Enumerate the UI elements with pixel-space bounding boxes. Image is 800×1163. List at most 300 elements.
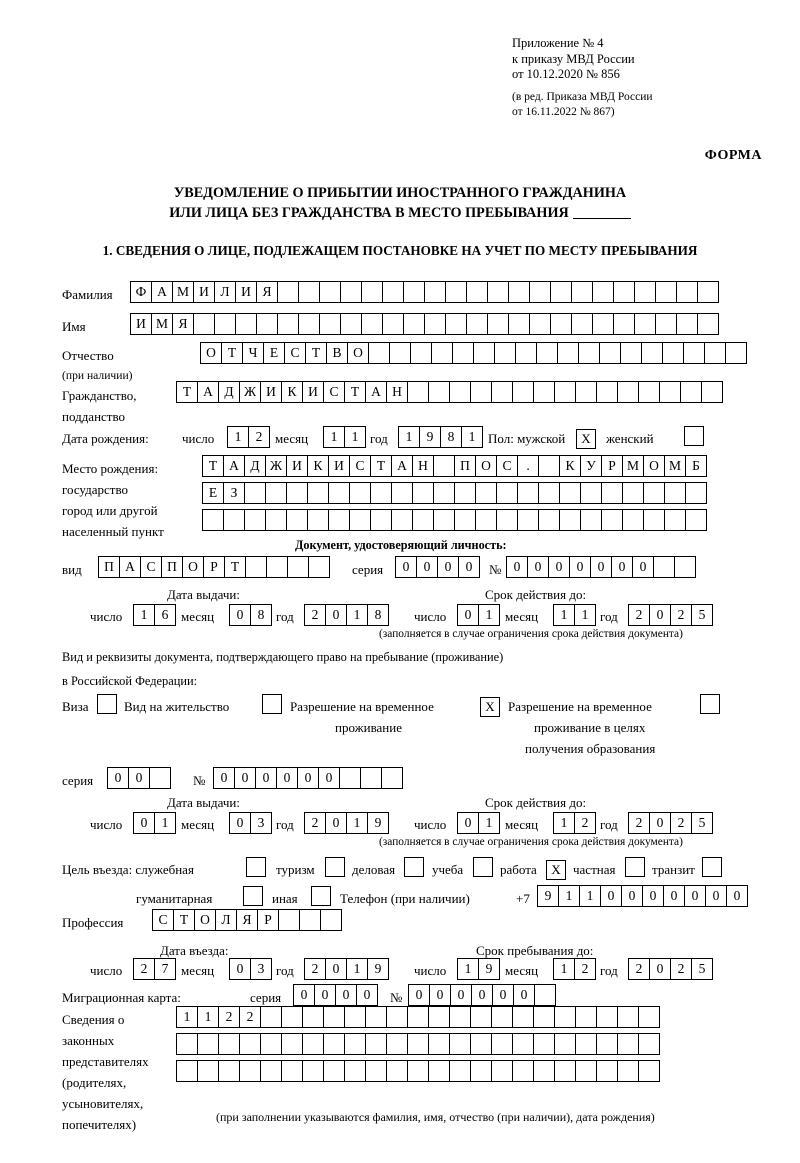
char-cell[interactable]: 2 <box>218 1006 240 1028</box>
doc-series-cells[interactable] <box>395 556 479 578</box>
char-cell[interactable] <box>428 1060 450 1082</box>
char-cell[interactable] <box>281 1006 303 1028</box>
char-cell[interactable]: Т <box>344 381 366 403</box>
entry-year-cells[interactable] <box>304 958 388 980</box>
patronymic-cells[interactable] <box>200 342 746 364</box>
char-cell[interactable]: Ф <box>130 281 152 303</box>
doc-number-cells[interactable] <box>506 556 695 578</box>
char-cell[interactable] <box>260 1006 282 1028</box>
char-cell[interactable] <box>320 909 342 931</box>
char-cell[interactable] <box>617 1033 639 1055</box>
char-cell[interactable]: А <box>391 455 413 477</box>
char-cell[interactable] <box>533 381 555 403</box>
char-cell[interactable]: 0 <box>335 984 357 1006</box>
birth-day-cells[interactable] <box>227 426 269 448</box>
char-cell[interactable]: 0 <box>450 984 472 1006</box>
entry-day-cells[interactable] <box>133 958 175 980</box>
char-cell[interactable] <box>592 281 614 303</box>
char-cell[interactable] <box>571 313 593 335</box>
migration-series-cells[interactable] <box>293 984 377 1006</box>
char-cell[interactable] <box>685 509 707 531</box>
char-cell[interactable] <box>365 1060 387 1082</box>
char-cell[interactable] <box>512 1006 534 1028</box>
char-cell[interactable] <box>554 1033 576 1055</box>
char-cell[interactable] <box>449 1033 471 1055</box>
legal-rep-row-1-cells[interactable] <box>176 1006 659 1028</box>
char-cell[interactable]: Т <box>370 455 392 477</box>
char-cell[interactable]: Н <box>386 381 408 403</box>
char-cell[interactable]: 0 <box>621 885 643 907</box>
purpose-humanitarian-checkbox[interactable] <box>243 886 263 906</box>
char-cell[interactable]: 0 <box>457 812 479 834</box>
char-cell[interactable] <box>701 381 723 403</box>
char-cell[interactable] <box>601 482 623 504</box>
char-cell[interactable] <box>470 1060 492 1082</box>
char-cell[interactable] <box>386 1006 408 1028</box>
char-cell[interactable]: 0 <box>276 767 298 789</box>
char-cell[interactable]: Б <box>685 455 707 477</box>
char-cell[interactable] <box>449 1060 471 1082</box>
char-cell[interactable] <box>286 509 308 531</box>
char-cell[interactable] <box>389 342 411 364</box>
char-cell[interactable]: 2 <box>670 812 692 834</box>
char-cell[interactable]: 8 <box>440 426 462 448</box>
char-cell[interactable]: К <box>281 381 303 403</box>
char-cell[interactable]: 1 <box>553 958 575 980</box>
char-cell[interactable] <box>149 767 171 789</box>
permit-issue-year-cells[interactable] <box>304 812 388 834</box>
char-cell[interactable] <box>653 556 675 578</box>
char-cell[interactable] <box>622 509 644 531</box>
char-cell[interactable]: Т <box>173 909 195 931</box>
char-cell[interactable] <box>533 1006 555 1028</box>
char-cell[interactable] <box>349 509 371 531</box>
char-cell[interactable]: Н <box>412 455 434 477</box>
char-cell[interactable] <box>643 482 665 504</box>
char-cell[interactable]: 1 <box>574 604 596 626</box>
char-cell[interactable] <box>512 1033 534 1055</box>
char-cell[interactable]: И <box>302 381 324 403</box>
char-cell[interactable] <box>508 313 530 335</box>
char-cell[interactable]: 1 <box>478 812 500 834</box>
char-cell[interactable] <box>538 455 560 477</box>
char-cell[interactable] <box>559 482 581 504</box>
char-cell[interactable] <box>277 313 299 335</box>
char-cell[interactable]: 2 <box>239 1006 261 1028</box>
char-cell[interactable] <box>550 313 572 335</box>
char-cell[interactable]: 0 <box>548 556 570 578</box>
char-cell[interactable]: 0 <box>590 556 612 578</box>
char-cell[interactable] <box>517 509 539 531</box>
char-cell[interactable] <box>487 313 509 335</box>
char-cell[interactable] <box>407 1033 429 1055</box>
char-cell[interactable] <box>475 509 497 531</box>
char-cell[interactable]: Ж <box>239 381 261 403</box>
char-cell[interactable]: О <box>643 455 665 477</box>
char-cell[interactable] <box>452 342 474 364</box>
char-cell[interactable] <box>410 342 432 364</box>
char-cell[interactable] <box>641 342 663 364</box>
char-cell[interactable]: Т <box>221 342 243 364</box>
char-cell[interactable]: 2 <box>304 812 326 834</box>
char-cell[interactable]: 1 <box>197 1006 219 1028</box>
char-cell[interactable]: 0 <box>395 556 417 578</box>
char-cell[interactable]: М <box>664 455 686 477</box>
char-cell[interactable] <box>454 482 476 504</box>
char-cell[interactable] <box>596 1006 618 1028</box>
char-cell[interactable]: 0 <box>325 958 347 980</box>
char-cell[interactable] <box>475 482 497 504</box>
char-cell[interactable]: О <box>475 455 497 477</box>
char-cell[interactable]: Е <box>202 482 224 504</box>
stay-year-cells[interactable] <box>628 958 712 980</box>
char-cell[interactable] <box>365 1006 387 1028</box>
char-cell[interactable]: У <box>580 455 602 477</box>
char-cell[interactable]: 0 <box>649 812 671 834</box>
char-cell[interactable] <box>286 482 308 504</box>
char-cell[interactable] <box>328 482 350 504</box>
char-cell[interactable] <box>431 342 453 364</box>
char-cell[interactable]: 2 <box>133 958 155 980</box>
char-cell[interactable]: Т <box>202 455 224 477</box>
char-cell[interactable] <box>655 281 677 303</box>
char-cell[interactable] <box>550 281 572 303</box>
char-cell[interactable] <box>244 482 266 504</box>
char-cell[interactable]: 2 <box>670 958 692 980</box>
char-cell[interactable] <box>491 1006 513 1028</box>
name-cells[interactable] <box>130 313 718 335</box>
char-cell[interactable]: О <box>182 556 204 578</box>
char-cell[interactable] <box>617 1006 639 1028</box>
char-cell[interactable]: 1 <box>457 958 479 980</box>
sex-male-checkbox[interactable]: X <box>576 429 596 449</box>
char-cell[interactable]: С <box>323 381 345 403</box>
char-cell[interactable]: 0 <box>416 556 438 578</box>
char-cell[interactable] <box>433 455 455 477</box>
char-cell[interactable] <box>381 767 403 789</box>
char-cell[interactable]: 0 <box>128 767 150 789</box>
char-cell[interactable] <box>370 482 392 504</box>
sex-female-checkbox[interactable] <box>684 426 704 446</box>
char-cell[interactable] <box>344 1060 366 1082</box>
char-cell[interactable]: П <box>454 455 476 477</box>
char-cell[interactable] <box>307 482 329 504</box>
char-cell[interactable] <box>260 1060 282 1082</box>
char-cell[interactable] <box>466 313 488 335</box>
char-cell[interactable] <box>634 313 656 335</box>
char-cell[interactable] <box>704 342 726 364</box>
char-cell[interactable]: 8 <box>250 604 272 626</box>
char-cell[interactable] <box>265 482 287 504</box>
char-cell[interactable] <box>344 1006 366 1028</box>
char-cell[interactable] <box>382 313 404 335</box>
char-cell[interactable] <box>360 767 382 789</box>
char-cell[interactable]: 1 <box>553 812 575 834</box>
char-cell[interactable] <box>298 281 320 303</box>
char-cell[interactable]: 3 <box>250 812 272 834</box>
char-cell[interactable]: П <box>98 556 120 578</box>
char-cell[interactable]: 0 <box>213 767 235 789</box>
char-cell[interactable]: 0 <box>684 885 706 907</box>
char-cell[interactable] <box>302 1033 324 1055</box>
char-cell[interactable] <box>643 509 665 531</box>
char-cell[interactable] <box>674 556 696 578</box>
char-cell[interactable] <box>323 1033 345 1055</box>
char-cell[interactable]: И <box>328 455 350 477</box>
char-cell[interactable]: 0 <box>408 984 430 1006</box>
char-cell[interactable] <box>634 281 656 303</box>
char-cell[interactable] <box>676 313 698 335</box>
char-cell[interactable]: Л <box>214 281 236 303</box>
purpose-business-checkbox[interactable] <box>404 857 424 877</box>
edu-residence-checkbox[interactable] <box>700 694 720 714</box>
char-cell[interactable]: О <box>347 342 369 364</box>
char-cell[interactable] <box>428 1006 450 1028</box>
char-cell[interactable]: 0 <box>234 767 256 789</box>
char-cell[interactable]: 2 <box>304 958 326 980</box>
char-cell[interactable]: И <box>260 381 282 403</box>
char-cell[interactable] <box>368 342 390 364</box>
char-cell[interactable] <box>575 381 597 403</box>
char-cell[interactable] <box>239 1060 261 1082</box>
char-cell[interactable]: 1 <box>478 604 500 626</box>
char-cell[interactable] <box>580 482 602 504</box>
char-cell[interactable] <box>638 1033 660 1055</box>
char-cell[interactable] <box>638 1006 660 1028</box>
issue-day-cells[interactable] <box>133 604 175 626</box>
char-cell[interactable] <box>214 313 236 335</box>
char-cell[interactable] <box>529 313 551 335</box>
legal-rep-row-2-cells[interactable] <box>176 1033 659 1055</box>
char-cell[interactable] <box>538 482 560 504</box>
char-cell[interactable] <box>685 482 707 504</box>
char-cell[interactable] <box>580 509 602 531</box>
char-cell[interactable] <box>617 1060 639 1082</box>
char-cell[interactable] <box>428 381 450 403</box>
char-cell[interactable]: 0 <box>492 984 514 1006</box>
char-cell[interactable] <box>662 342 684 364</box>
permit-valid-day-cells[interactable] <box>457 812 499 834</box>
char-cell[interactable] <box>683 342 705 364</box>
char-cell[interactable] <box>386 1033 408 1055</box>
char-cell[interactable] <box>496 509 518 531</box>
char-cell[interactable] <box>370 509 392 531</box>
residence-checkbox[interactable] <box>262 694 282 714</box>
char-cell[interactable]: М <box>622 455 644 477</box>
char-cell[interactable] <box>235 313 257 335</box>
char-cell[interactable] <box>533 1060 555 1082</box>
char-cell[interactable]: 0 <box>649 958 671 980</box>
char-cell[interactable]: Р <box>203 556 225 578</box>
char-cell[interactable] <box>596 381 618 403</box>
char-cell[interactable]: 0 <box>527 556 549 578</box>
char-cell[interactable]: Т <box>176 381 198 403</box>
char-cell[interactable] <box>599 342 621 364</box>
char-cell[interactable] <box>664 509 686 531</box>
char-cell[interactable] <box>470 1033 492 1055</box>
char-cell[interactable] <box>349 482 371 504</box>
char-cell[interactable] <box>697 313 719 335</box>
char-cell[interactable] <box>655 313 677 335</box>
char-cell[interactable]: 1 <box>461 426 483 448</box>
char-cell[interactable] <box>382 281 404 303</box>
char-cell[interactable]: 0 <box>632 556 654 578</box>
char-cell[interactable] <box>538 509 560 531</box>
char-cell[interactable]: Т <box>224 556 246 578</box>
char-cell[interactable]: 0 <box>569 556 591 578</box>
surname-cells[interactable] <box>130 281 718 303</box>
char-cell[interactable]: 0 <box>297 767 319 789</box>
char-cell[interactable]: . <box>517 455 539 477</box>
char-cell[interactable]: Е <box>263 342 285 364</box>
char-cell[interactable]: 0 <box>356 984 378 1006</box>
char-cell[interactable]: С <box>284 342 306 364</box>
char-cell[interactable] <box>403 313 425 335</box>
migration-number-cells[interactable] <box>408 984 555 1006</box>
char-cell[interactable] <box>512 1060 534 1082</box>
char-cell[interactable]: И <box>235 281 257 303</box>
char-cell[interactable]: 5 <box>691 604 713 626</box>
char-cell[interactable] <box>424 281 446 303</box>
citizenship-cells[interactable] <box>176 381 722 403</box>
char-cell[interactable]: 9 <box>419 426 441 448</box>
char-cell[interactable]: 2 <box>628 958 650 980</box>
char-cell[interactable] <box>470 1006 492 1028</box>
char-cell[interactable] <box>403 281 425 303</box>
char-cell[interactable]: 1 <box>323 426 345 448</box>
char-cell[interactable]: Р <box>601 455 623 477</box>
char-cell[interactable] <box>620 342 642 364</box>
char-cell[interactable] <box>536 342 558 364</box>
char-cell[interactable]: 0 <box>458 556 480 578</box>
char-cell[interactable] <box>533 1033 555 1055</box>
char-cell[interactable] <box>512 381 534 403</box>
char-cell[interactable] <box>244 509 266 531</box>
char-cell[interactable] <box>592 313 614 335</box>
char-cell[interactable] <box>571 281 593 303</box>
char-cell[interactable] <box>218 1033 240 1055</box>
char-cell[interactable]: К <box>559 455 581 477</box>
char-cell[interactable]: А <box>197 381 219 403</box>
char-cell[interactable] <box>445 313 467 335</box>
char-cell[interactable] <box>424 313 446 335</box>
char-cell[interactable] <box>197 1060 219 1082</box>
char-cell[interactable] <box>466 281 488 303</box>
char-cell[interactable]: Л <box>215 909 237 931</box>
char-cell[interactable]: Т <box>305 342 327 364</box>
char-cell[interactable] <box>223 509 245 531</box>
char-cell[interactable] <box>676 281 698 303</box>
char-cell[interactable] <box>281 1033 303 1055</box>
char-cell[interactable]: 9 <box>478 958 500 980</box>
permit-issue-day-cells[interactable] <box>133 812 175 834</box>
char-cell[interactable]: 0 <box>255 767 277 789</box>
char-cell[interactable] <box>534 984 556 1006</box>
char-cell[interactable] <box>339 767 361 789</box>
char-cell[interactable]: 0 <box>642 885 664 907</box>
permit-valid-month-cells[interactable] <box>553 812 595 834</box>
char-cell[interactable]: 0 <box>471 984 493 1006</box>
char-cell[interactable] <box>361 281 383 303</box>
char-cell[interactable]: 2 <box>628 812 650 834</box>
purpose-other-checkbox[interactable] <box>311 886 331 906</box>
char-cell[interactable]: Я <box>256 281 278 303</box>
char-cell[interactable] <box>575 1060 597 1082</box>
char-cell[interactable]: 9 <box>367 958 389 980</box>
char-cell[interactable] <box>302 1006 324 1028</box>
char-cell[interactable] <box>613 313 635 335</box>
char-cell[interactable]: А <box>365 381 387 403</box>
char-cell[interactable] <box>596 1033 618 1055</box>
char-cell[interactable] <box>328 509 350 531</box>
char-cell[interactable]: 0 <box>133 812 155 834</box>
purpose-tourism-checkbox[interactable] <box>325 857 345 877</box>
char-cell[interactable] <box>557 342 579 364</box>
char-cell[interactable]: 0 <box>429 984 451 1006</box>
char-cell[interactable] <box>277 281 299 303</box>
char-cell[interactable]: 2 <box>670 604 692 626</box>
char-cell[interactable]: 0 <box>457 604 479 626</box>
char-cell[interactable]: 0 <box>318 767 340 789</box>
char-cell[interactable]: Р <box>257 909 279 931</box>
doc-kind-cells[interactable] <box>98 556 329 578</box>
char-cell[interactable]: 0 <box>229 812 251 834</box>
entry-month-cells[interactable] <box>229 958 271 980</box>
char-cell[interactable]: 2 <box>248 426 270 448</box>
char-cell[interactable]: И <box>130 313 152 335</box>
char-cell[interactable] <box>664 482 686 504</box>
char-cell[interactable]: 1 <box>344 426 366 448</box>
char-cell[interactable]: Д <box>218 381 240 403</box>
char-cell[interactable]: 0 <box>663 885 685 907</box>
char-cell[interactable] <box>407 1060 429 1082</box>
char-cell[interactable] <box>340 313 362 335</box>
char-cell[interactable] <box>575 1033 597 1055</box>
char-cell[interactable]: 1 <box>154 812 176 834</box>
char-cell[interactable]: С <box>152 909 174 931</box>
char-cell[interactable]: 6 <box>154 604 176 626</box>
char-cell[interactable] <box>554 1060 576 1082</box>
char-cell[interactable]: 0 <box>314 984 336 1006</box>
char-cell[interactable]: 9 <box>537 885 559 907</box>
char-cell[interactable]: 2 <box>574 812 596 834</box>
char-cell[interactable] <box>613 281 635 303</box>
char-cell[interactable]: 0 <box>600 885 622 907</box>
char-cell[interactable]: 5 <box>691 958 713 980</box>
char-cell[interactable]: Ч <box>242 342 264 364</box>
profession-cells[interactable] <box>152 909 341 931</box>
char-cell[interactable] <box>433 482 455 504</box>
char-cell[interactable] <box>278 909 300 931</box>
char-cell[interactable] <box>496 482 518 504</box>
legal-rep-row-3-cells[interactable] <box>176 1060 659 1082</box>
char-cell[interactable] <box>725 342 747 364</box>
purpose-private-checkbox[interactable] <box>625 857 645 877</box>
char-cell[interactable] <box>218 1060 240 1082</box>
char-cell[interactable] <box>412 509 434 531</box>
valid-day-cells[interactable] <box>457 604 499 626</box>
char-cell[interactable]: 1 <box>398 426 420 448</box>
char-cell[interactable] <box>308 556 330 578</box>
char-cell[interactable]: 0 <box>513 984 535 1006</box>
purpose-service-checkbox[interactable] <box>246 857 266 877</box>
char-cell[interactable] <box>287 556 309 578</box>
char-cell[interactable] <box>256 313 278 335</box>
char-cell[interactable] <box>176 1033 198 1055</box>
char-cell[interactable]: А <box>151 281 173 303</box>
phone-cells[interactable] <box>537 885 747 907</box>
char-cell[interactable] <box>361 313 383 335</box>
